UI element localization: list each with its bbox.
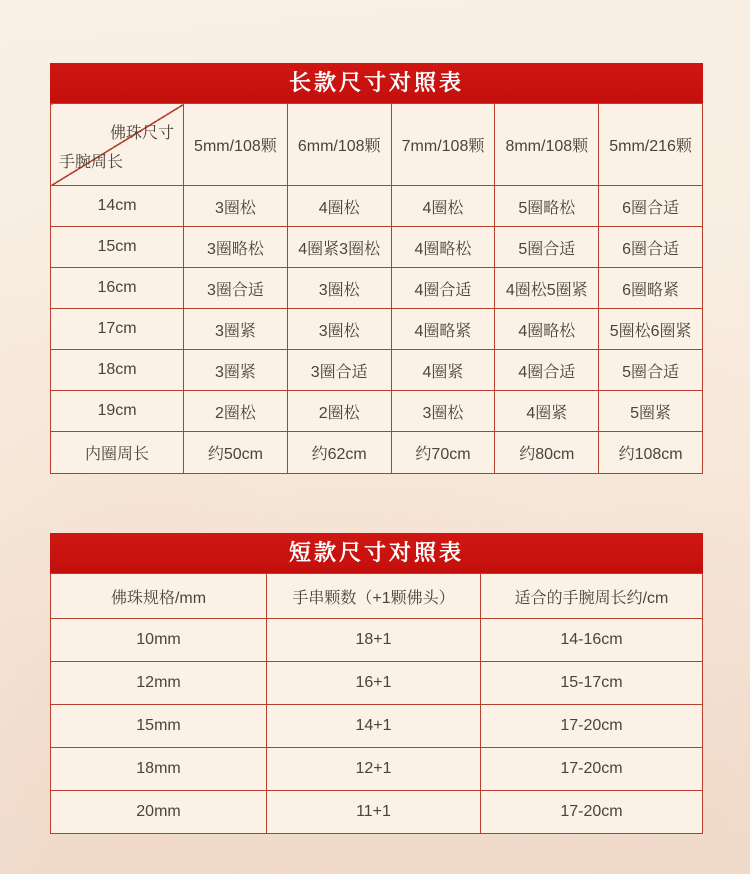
short-table-title: 短款尺寸对照表 (50, 533, 703, 573)
table-cell: 4圈略紧 (391, 309, 495, 350)
table-cell: 18+1 (267, 619, 481, 662)
table-cell: 2圈松 (287, 391, 391, 432)
table-cell: 15mm (51, 705, 267, 748)
table-cell: 3圈紧 (184, 350, 288, 391)
corner-cell (51, 104, 184, 186)
table-row (51, 432, 703, 474)
table-cell: 约70cm (391, 432, 495, 474)
table-cell: 5圈紧 (599, 391, 703, 432)
table-cell: 4圈紧 (391, 350, 495, 391)
table-cell: 4圈紧3圈松 (287, 227, 391, 268)
table-row (51, 619, 703, 662)
table-cell: 14-16cm (481, 619, 703, 662)
table-cell: 6圈合适 (599, 186, 703, 227)
table-cell: 15-17cm (481, 662, 703, 705)
table-cell: 4圈合适 (495, 350, 599, 391)
column-header: 8mm/108颗 (495, 104, 599, 186)
table-cell: 5圈合适 (599, 350, 703, 391)
table-cell: 3圈松 (287, 309, 391, 350)
table-cell: 4圈紧 (495, 391, 599, 432)
table-cell: 3圈合适 (184, 268, 288, 309)
table-cell: 3圈合适 (287, 350, 391, 391)
column-header: 5mm/108颗 (184, 104, 288, 186)
table-cell: 11+1 (267, 791, 481, 834)
corner-label-wrist-girth: 手腕周长 (59, 154, 124, 171)
table-row (51, 309, 703, 350)
column-header: 6mm/108颗 (287, 104, 391, 186)
column-header: 7mm/108颗 (391, 104, 495, 186)
table-cell: 6圈合适 (599, 227, 703, 268)
table-cell: 12+1 (267, 748, 481, 791)
table-cell: 5圈松6圈紧 (599, 309, 703, 350)
column-header: 佛珠规格/mm (51, 574, 267, 619)
long-table-title: 长款尺寸对照表 (50, 63, 703, 103)
table-cell: 12mm (51, 662, 267, 705)
table-cell: 14+1 (267, 705, 481, 748)
table-cell: 3圈略松 (184, 227, 288, 268)
table-cell: 6圈略紧 (599, 268, 703, 309)
table-row (51, 186, 703, 227)
table-cell: 约62cm (287, 432, 391, 474)
table-row (51, 662, 703, 705)
table-cell: 3圈松 (184, 186, 288, 227)
table-cell: 4圈合适 (391, 268, 495, 309)
table-cell: 10mm (51, 619, 267, 662)
long-size-table-card (50, 63, 703, 474)
table-cell: 16+1 (267, 662, 481, 705)
table-row (51, 705, 703, 748)
table-row (51, 391, 703, 432)
table-cell: 4圈松 (287, 186, 391, 227)
table-cell: 17-20cm (481, 791, 703, 834)
column-header: 手串颗数（+1颗佛头） (267, 574, 481, 619)
table-cell: 5圈略松 (495, 186, 599, 227)
table-cell: 18mm (51, 748, 267, 791)
table-row (51, 791, 703, 834)
row-label: 17cm (51, 309, 184, 350)
short-size-table (50, 573, 703, 834)
table-cell: 约50cm (184, 432, 288, 474)
row-label: 18cm (51, 350, 184, 391)
table-cell: 3圈松 (391, 391, 495, 432)
long-size-table (50, 103, 703, 474)
short-table-body (51, 619, 703, 834)
long-table-body (51, 186, 703, 474)
table-cell: 17-20cm (481, 705, 703, 748)
table-cell: 4圈略松 (391, 227, 495, 268)
table-cell: 5圈合适 (495, 227, 599, 268)
table-cell: 2圈松 (184, 391, 288, 432)
row-label: 16cm (51, 268, 184, 309)
table-row (51, 350, 703, 391)
table-cell: 17-20cm (481, 748, 703, 791)
row-label: 15cm (51, 227, 184, 268)
corner-label-bead-size: 佛珠尺寸 (109, 125, 174, 142)
short-table-header-row (51, 574, 703, 619)
short-size-table-card (50, 533, 703, 834)
table-cell: 约80cm (495, 432, 599, 474)
table-cell: 4圈松 (391, 186, 495, 227)
table-cell: 3圈松 (287, 268, 391, 309)
table-row (51, 227, 703, 268)
table-cell: 约108cm (599, 432, 703, 474)
row-label: 19cm (51, 391, 184, 432)
table-row (51, 748, 703, 791)
column-header: 5mm/216颗 (599, 104, 703, 186)
table-cell: 20mm (51, 791, 267, 834)
column-header: 适合的手腕周长约/cm (481, 574, 703, 619)
long-table-header-row (51, 104, 703, 186)
row-label: 内圈周长 (51, 432, 184, 474)
table-cell: 4圈松5圈紧 (495, 268, 599, 309)
row-label: 14cm (51, 186, 184, 227)
table-cell: 4圈略松 (495, 309, 599, 350)
table-row (51, 268, 703, 309)
table-cell: 3圈紧 (184, 309, 288, 350)
